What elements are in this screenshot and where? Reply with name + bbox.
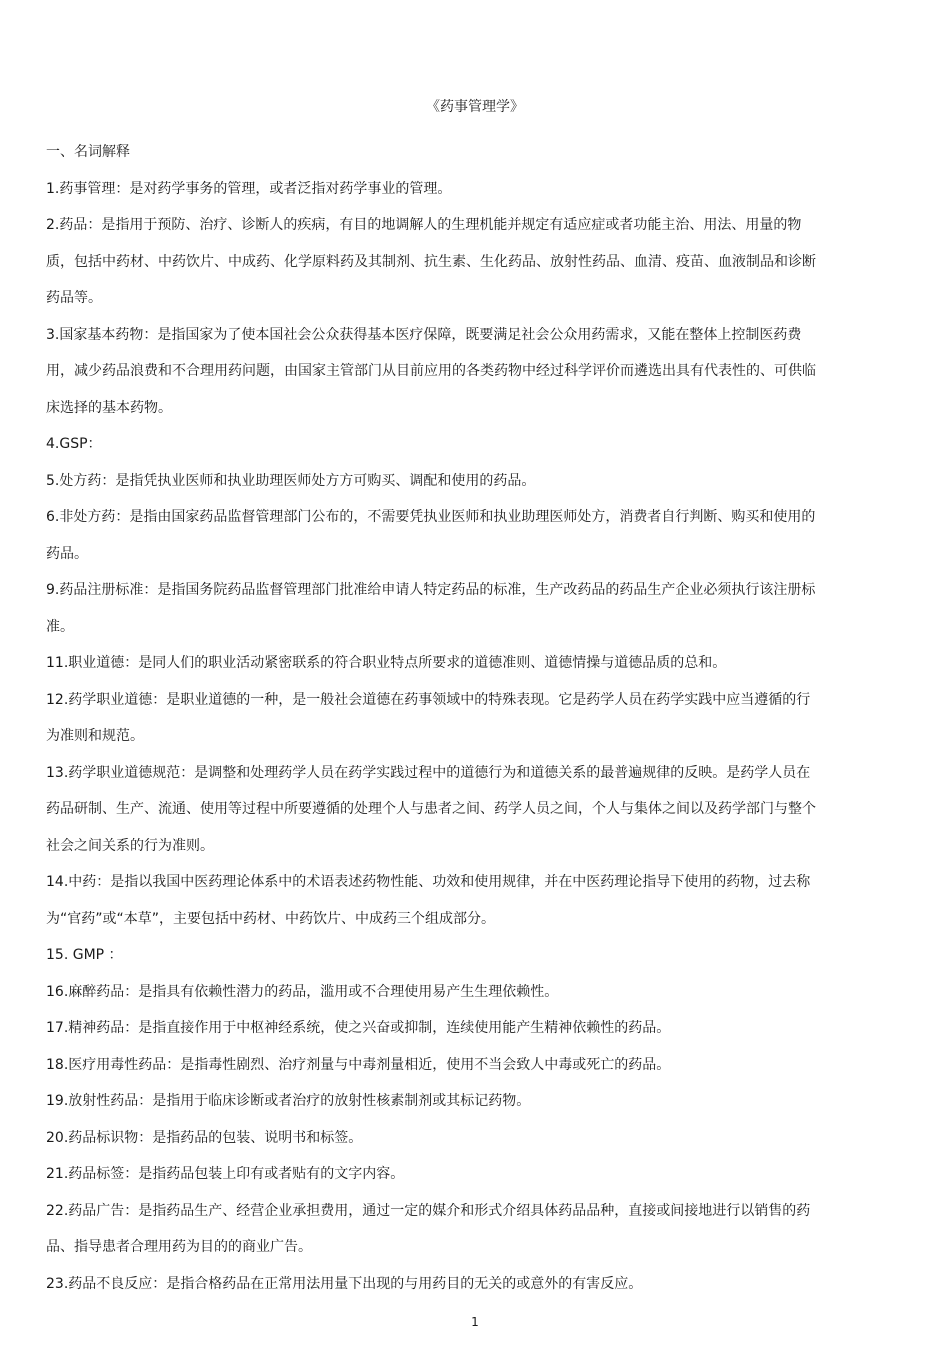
document-body	[46, 134, 816, 1302]
entry-zhiye-daode: 11.职业道德：是同人们的职业活动紧密联系的符合职业特点所要求的道德准则、道德情操与道德品质的总和。	[46, 655, 727, 671]
entry-yaopin: 2.药品：是指用于预防、治疗、诊断人的疾病，有目的地调解人的生理机能并规定有适应症或者功能主治、用法、用量的物质，包括中药材、中药饮片、中成药、化学原料药及其制剂、抗生素、生化药品、放射性药品、血清、疫苗、血液制品和诊断药品等。	[46, 217, 816, 306]
entry-mazui-yaopin: 16.麻醉药品：是指具有依赖性潜力的药品，滥用或不合理使用易产生生理依赖性。	[46, 983, 559, 1000]
entry-yaoshi-guanli: 1.药事管理：是对药学事务的管理，或者泛指对药学事业的管理。	[46, 180, 452, 197]
entry-yaopin-guanggao: 22.药品广告：是指药品生产、经营企业承担费用，通过一定的媒介和形式介绍具体药品品种，直接或间接地进行以销售的药品、指导患者合理用药为目的的商业广告。	[46, 1202, 811, 1255]
entry-fangshexing-yaopin: 19.放射性药品：是指用于临床诊断或者治疗的放射性核素制剂或其标记药物。	[46, 1093, 531, 1109]
section-heading: 一、名词解释	[46, 144, 130, 160]
entry-yaopin-biaoqian: 21.药品标签：是指药品包装上印有或者贴有的文字内容。	[46, 1166, 405, 1182]
entry-yaopin-biaoshiwu: 20.药品标识物：是指药品的包装、说明书和标签。	[46, 1129, 363, 1146]
entry-yaoxue-zhiye-daode: 12.药学职业道德：是职业道德的一种，是一般社会道德在药事领域中的特殊表现。它是药学人员在药学实践中应当遵循的行为准则和规范。	[46, 691, 811, 744]
page-number: 1	[471, 1315, 479, 1329]
entry-jingshen-yaopin: 17.精神药品：是指直接作用于中枢神经系统，使之兴奋或抑制，连续使用能产生精神依赖性的药品。	[46, 1020, 671, 1036]
entry-yaopin-zhuce-biaozhun: 9.药品注册标准：是指国务院药品监督管理部门批准给申请人特定药品的标准，生产改药品的药品生产企业必须执行该注册标准。	[46, 582, 816, 635]
entry-zhongyao: 14.中药：是指以我国中医药理论体系中的术语表述药物性能、功效和使用规律，并在中医药理论指导下使用的药物，过去称为“官药”或“本草”，主要包括中药材、中药饮片、中成药三个组成部分。	[46, 874, 811, 927]
entry-gsp: 4.GSP：	[46, 436, 102, 452]
document-title: 《药事管理学》	[426, 99, 524, 115]
entry-gmp: 15. GMP ：	[46, 947, 123, 963]
entry-feichufangyao: 6.非处方药：是指由国家药品监督管理部门公布的，不需要凭执业医师和执业助理医师处方，消费者自行判断、购买和使用的药品。	[46, 509, 816, 562]
entry-chufangyao: 5.处方药：是指凭执业医师和执业助理医师处方方可购买、调配和使用的药品。	[46, 472, 536, 489]
entry-yaopin-buliang-fanying: 23.药品不良反应：是指合格药品在正常用法用量下出现的与用药目的无关的或意外的有害反应。	[46, 1275, 643, 1292]
entry-yiliao-yong-duxing-yaopin: 18.医疗用毒性药品：是指毒性剧烈、治疗剂量与中毒剂量相近，使用不当会致人中毒或死亡的药品。	[46, 1056, 671, 1073]
entry-yaoxue-zhiye-daode-guifan: 13.药学职业道德规范：是调整和处理药学人员在药学实践过程中的道德行为和道德关系的最普遍规律的反映。是药学人员在药品研制、生产、流通、使用等过程中所要遵循的处理个人与患者之间、药学人员之间，个人与集体之间以及药学部门与整个社会之间关系的行为准则。	[46, 764, 816, 854]
entry-guojia-jiben-yaowu: 3.国家基本药物：是指国家为了使本国社会公众获得基本医疗保障，既要满足社会公众用药需求，又能在整体上控制医药费用，减少药品浪费和不合理用药问题，由国家主管部门从目前应用的各类药物中经过科学评价而遴选出具有代表性的、可供临床选择的基本药物。	[46, 326, 816, 416]
